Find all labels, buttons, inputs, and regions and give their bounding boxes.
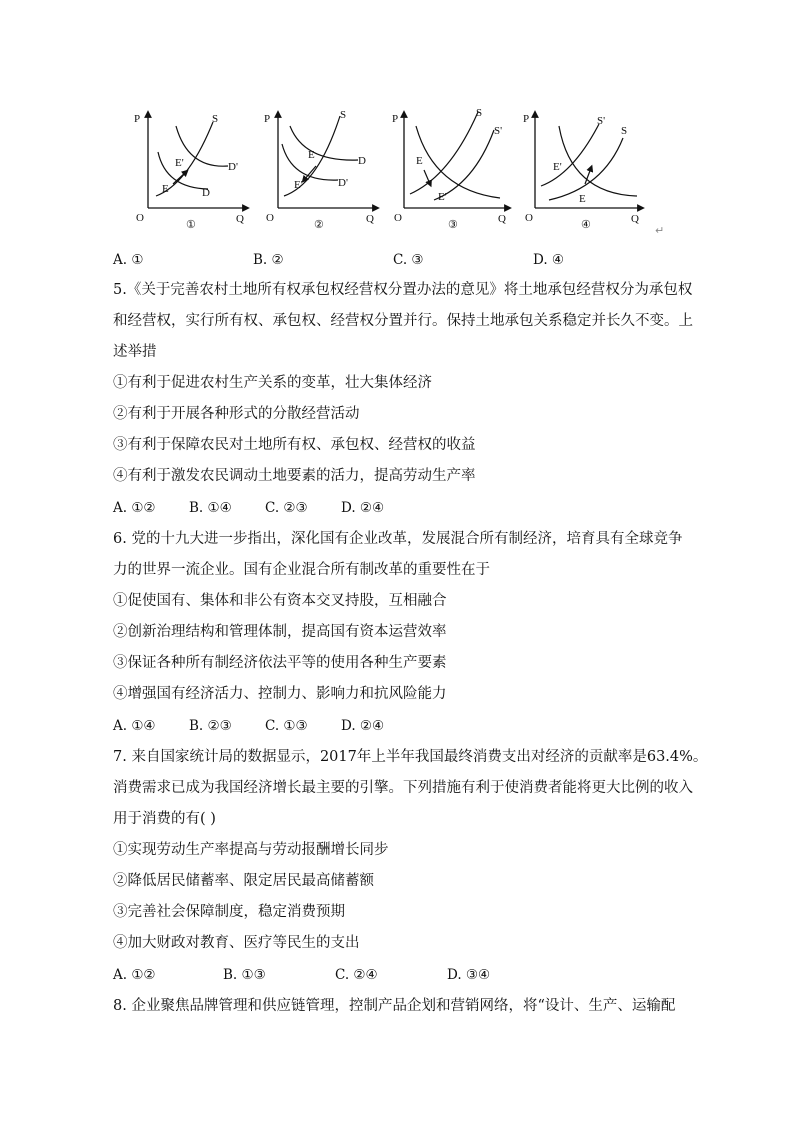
q7-stem-line-2: 消费需求已成为我国经济增长最主要的引擎。下列措施有利于使消费者能将更大比例的收入 <box>113 780 693 796</box>
figure-4 <box>523 104 653 234</box>
paragraph-mark-icon: ↵ <box>655 224 665 237</box>
q7-stem-line-1: 7. 来自国家统计局的数据显示，2017年上半年我国最终消费支出对经济的贡献率是63.4%。 <box>113 749 708 765</box>
q5-stem-line-1: 5.《关于完善农村土地所有权承包权经营权分置办法的意见》将土地承包经营权分为承包权 <box>113 282 693 298</box>
axis-p-label: P <box>264 113 271 125</box>
q6-stem-line-1: 6. 党的十九大进一步指出，深化国有企业改革，发展混合所有制经济，培育具有全球竞争 <box>113 531 683 547</box>
q7-statement-4: ④加大财政对教育、医疗等民生的支出 <box>113 935 360 951</box>
q6-statement-1: ①促使国有、集体和非公有资本交叉持股，互相融合 <box>113 593 447 609</box>
q6-statement-4: ④增强国有经济活力、控制力、影响力和抗风险能力 <box>113 686 447 702</box>
q6-statement-3: ③保证各种所有制经济依法平等的使用各种生产要素 <box>113 655 447 671</box>
q6-option-a[interactable]: A. ①④ <box>113 718 156 734</box>
axis-p-label: P <box>523 113 530 125</box>
origin-label: O <box>525 212 533 224</box>
origin-label: O <box>136 212 144 224</box>
shift-arrow <box>424 170 430 184</box>
demand-label-2: D <box>202 187 210 199</box>
q5-statement-2: ②有利于开展各种形式的分散经营活动 <box>113 406 360 422</box>
demand-curve <box>416 125 503 198</box>
q7-statement-1: ①实现劳动生产率提高与劳动报酬增长同步 <box>113 842 389 858</box>
supply-label-2: S' <box>494 125 503 137</box>
q6-option-c[interactable]: C. ①③ <box>265 718 308 734</box>
q7-stem-line-3: 用于消费的有( ) <box>113 811 216 827</box>
q8-stem-line-1: 8. 企业聚焦品牌管理和供应链管理，控制产品企划和营销网络，将“设计、生产、运输配 <box>113 998 676 1014</box>
q5-statement-1: ①有利于促进农村生产关系的变革，壮大集体经济 <box>113 375 432 391</box>
axis-q-label: Q <box>366 213 374 225</box>
demand-label-2: D' <box>338 177 348 189</box>
axis-q-label: Q <box>236 213 244 225</box>
q5-option-c[interactable]: C. ②③ <box>265 500 308 516</box>
equilibrium-label-2: E <box>579 193 586 205</box>
q7-option-b[interactable]: B. ①③ <box>223 967 266 983</box>
equilibrium-label-1: E <box>308 149 315 161</box>
q7-option-c[interactable]: C. ②④ <box>335 967 378 983</box>
equilibrium-label-1: E' <box>175 157 184 169</box>
q6-statement-2: ②创新治理结构和管理体制，提高国有资本运营效率 <box>113 624 447 640</box>
q4-option-c[interactable]: C. ③ <box>393 252 424 268</box>
supply-curve-s-prime <box>541 124 599 186</box>
q5-option-b[interactable]: B. ①④ <box>189 500 232 516</box>
figure-2 <box>258 104 383 234</box>
equilibrium-label-2: E' <box>438 191 447 203</box>
figure-number: ④ <box>581 219 591 231</box>
q7-option-a[interactable]: A. ①② <box>113 967 156 983</box>
axis-q-label: Q <box>498 213 506 225</box>
figure-number: ① <box>186 219 196 231</box>
axis-p-label: P <box>134 113 141 125</box>
supply-curve-s <box>410 112 478 194</box>
equilibrium-label-1: E <box>416 155 423 167</box>
supply-label-2: S <box>621 125 628 137</box>
equilibrium-label-2: E' <box>294 179 303 191</box>
figure-3 <box>390 104 515 234</box>
q5-statement-4: ④有利于激发农民调动土地要素的活力，提高劳动生产率 <box>113 468 476 484</box>
figure-number: ② <box>314 219 324 231</box>
demand-label-1: D <box>358 155 366 167</box>
q4-option-b[interactable]: B. ② <box>253 252 284 268</box>
q5-stem-line-2: 和经营权，实行所有权、承包权、经营权分置并行。保持土地承包关系稳定并长久不变。上 <box>113 313 693 329</box>
supply-demand-figures <box>128 104 668 234</box>
figure-1 <box>128 104 253 234</box>
q4-option-a[interactable]: A. ① <box>113 252 144 268</box>
supply-label: S <box>212 113 219 125</box>
q6-stem-line-2: 力的世界一流企业。国有企业混合所有制改革的重要性在于 <box>113 562 490 578</box>
supply-label: S <box>340 109 347 121</box>
origin-label: O <box>394 212 402 224</box>
q7-option-d[interactable]: D. ③④ <box>447 967 491 983</box>
axis-p-label: P <box>392 113 399 125</box>
supply-label-1: S' <box>597 115 606 127</box>
q5-option-d[interactable]: D. ②④ <box>341 500 385 516</box>
demand-label-1: D' <box>228 161 238 173</box>
q6-option-b[interactable]: B. ②③ <box>189 718 232 734</box>
q4-option-d[interactable]: D. ④ <box>533 252 565 268</box>
equilibrium-label-2: E <box>162 183 169 195</box>
supply-label-1: S <box>476 107 483 119</box>
origin-label: O <box>266 212 274 224</box>
q7-statement-2: ②降低居民储蓄率、限定居民最高储蓄额 <box>113 873 374 889</box>
equilibrium-label-1: E' <box>553 161 562 173</box>
q7-statement-3: ③完善社会保障制度，稳定消费预期 <box>113 904 345 920</box>
q5-stem-line-3: 述举措 <box>113 344 157 360</box>
q6-option-d[interactable]: D. ②④ <box>341 718 385 734</box>
axis-q-label: Q <box>631 213 639 225</box>
q5-statement-3: ③有利于保障农民对土地所有权、承包权、经营权的收益 <box>113 437 476 453</box>
q5-option-a[interactable]: A. ①② <box>113 500 156 516</box>
figure-number: ③ <box>448 219 458 231</box>
